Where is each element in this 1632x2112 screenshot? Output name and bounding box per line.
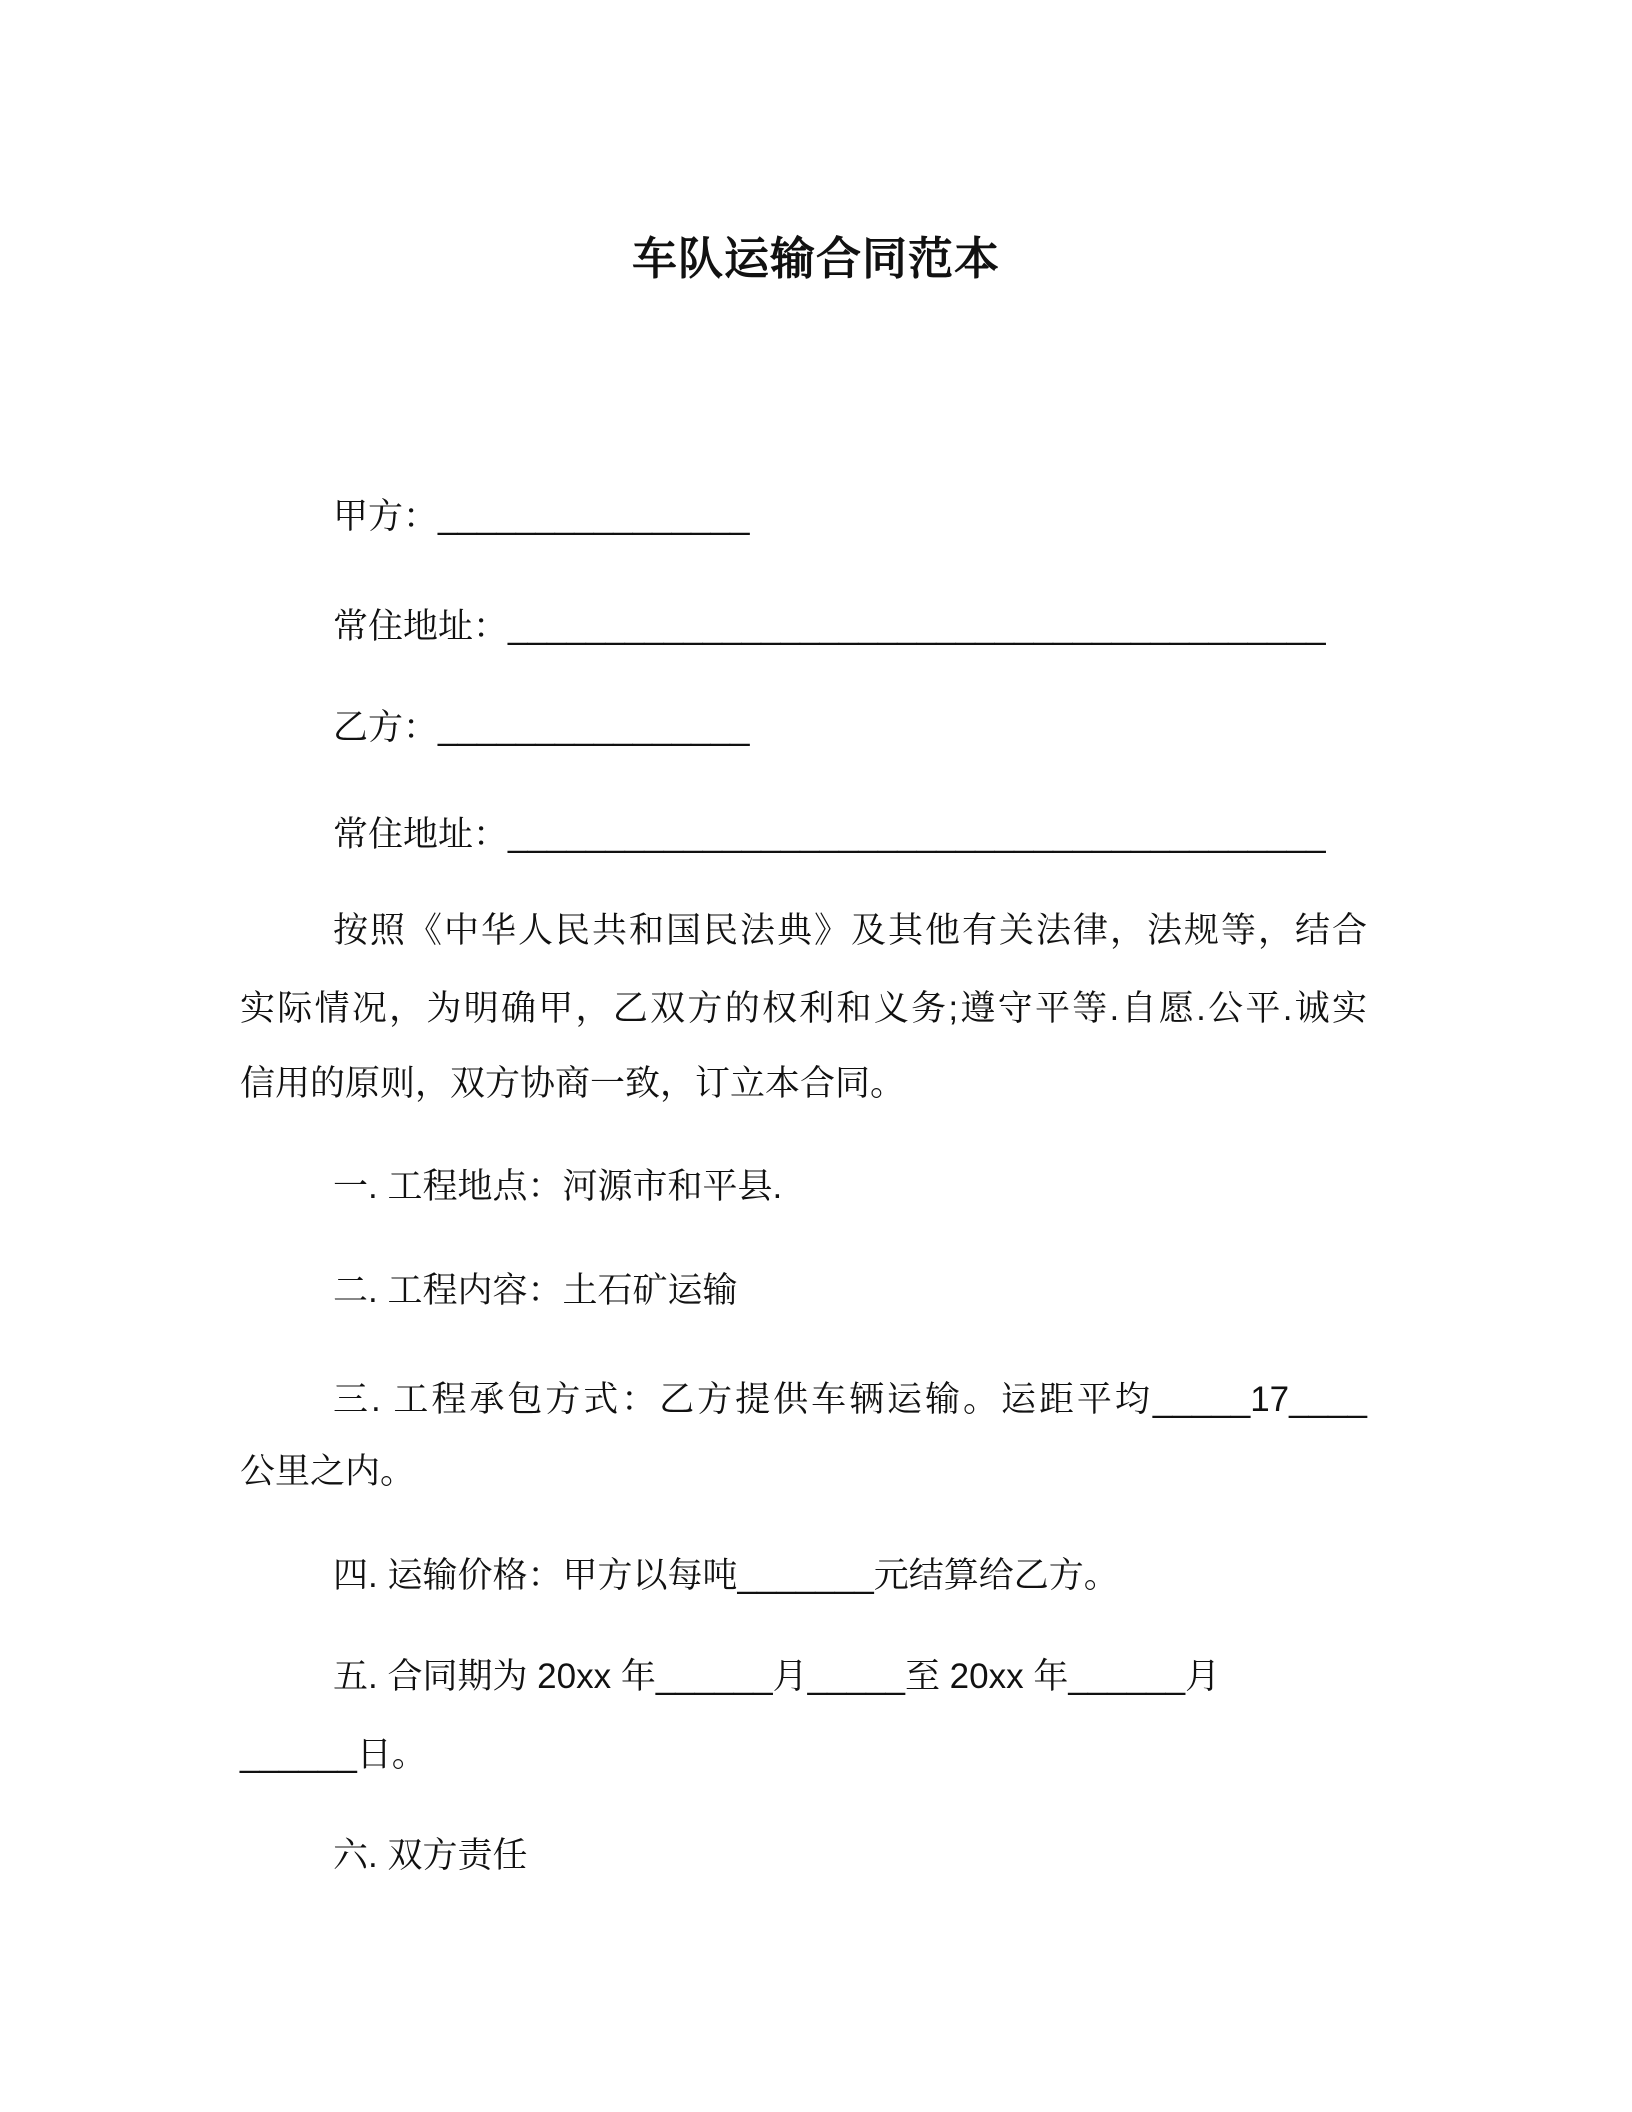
clause-3-line-1: 三. 工程承包方式：乙方提供车辆运输。运距平均_____17____ <box>333 1380 1367 1419</box>
clause-4: 四. 运输价格：甲方以每吨_______元结算给乙方。 <box>333 1556 1119 1595</box>
document-title: 车队运输合同范本 <box>631 233 1000 284</box>
party-a-line: 甲方：________________ <box>333 497 750 536</box>
preamble-line-3: 信用的原则，双方协商一致，订立本合同。 <box>240 1064 906 1103</box>
clause-3-line-2: 公里之内。 <box>240 1452 416 1491</box>
clause-5-line-2: ______日。 <box>240 1735 427 1774</box>
party-b-line: 乙方：________________ <box>333 708 750 747</box>
clause-2: 二. 工程内容：土石矿运输 <box>333 1271 738 1310</box>
preamble-line-1: 按照《中华人民共和国民法典》及其他有关法律，法规等，结合 <box>333 911 1367 950</box>
party-a-address-line: 常住地址：__________________________________________ <box>333 607 1326 646</box>
clause-6-heading: 六. 双方责任 <box>333 1836 528 1875</box>
clause-5-line-1: 五. 合同期为 20xx 年______月_____至 20xx 年______月 <box>333 1657 1221 1696</box>
clause-1: 一. 工程地点：河源市和平县. <box>333 1167 783 1206</box>
preamble-line-2: 实际情况，为明确甲，乙双方的权利和义务;遵守平等.自愿.公平.诚实 <box>240 989 1367 1028</box>
party-b-address-line: 常住地址：__________________________________________ <box>333 815 1326 854</box>
